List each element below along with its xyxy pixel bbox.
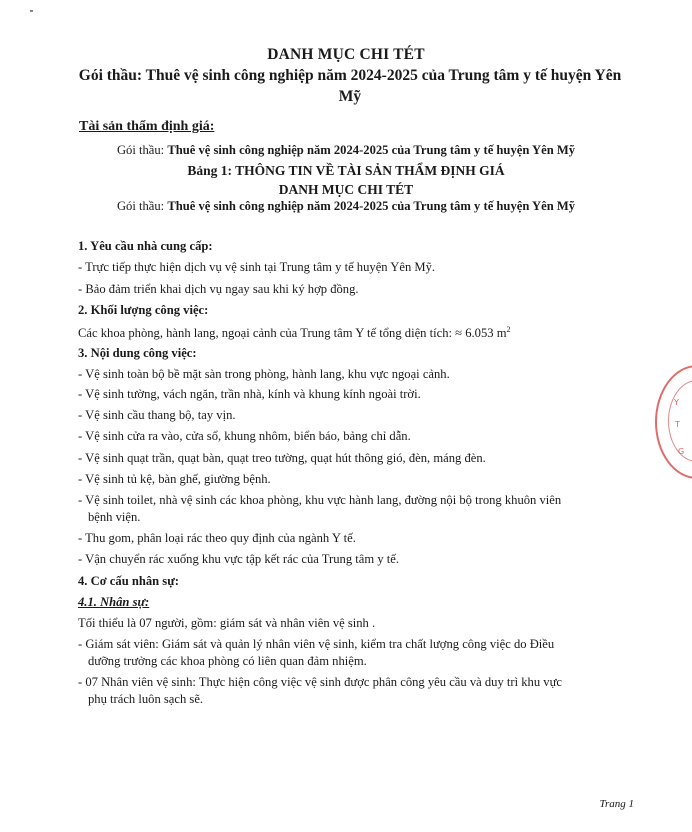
section2-heading: 2. Khối lượng công việc: (78, 303, 209, 317)
section1-item: - Trực tiếp thực hiện dịch vụ vệ sinh tại Trung tâm y tế huyện Yên Mỹ. (78, 260, 436, 274)
section3-item: - Vệ sinh toàn bộ bề mặt sàn trong phòng, hành lang, khu vực ngoại cảnh. (78, 367, 450, 381)
document-title: DANH MỤC CHI TÉT (267, 46, 425, 63)
section1-item: - Bảo đảm triển khai dịch vụ ngay sau khi ký hợp đồng. (78, 282, 359, 296)
section2-text (78, 325, 511, 341)
table-line-bold: Thuê vệ sinh công nghiệp năm 2024-2025 của Trung tâm y tế huyện Yên Mỹ (167, 199, 576, 213)
section3-item: - Vệ sinh cầu thang bộ, tay vịn. (78, 408, 236, 422)
asset-line-prefix: Gói thầu: (116, 143, 168, 157)
asset-line (0, 143, 692, 158)
section3-long-item-line1: - Vệ sinh toilet, nhà vệ sinh các khoa phòng, khu vực hành lang, đường nội bộ trong khuôn viên (78, 493, 562, 507)
table-line-prefix: Gói thầu: (116, 199, 168, 213)
page-number: Trang 1 (599, 798, 634, 810)
section4-intro: Tối thiểu là 07 người, gồm: giám sát và nhân viên vệ sinh . (78, 616, 376, 630)
document-subtitle: Gói thầu: Thuê vệ sinh công nghiệp năm 2024-2025 của Trung tâm y tế huyện Yên Mỹ (78, 67, 622, 105)
table-subtitle: DANH MỤC CHI TÉT (278, 182, 414, 197)
section3-item: - Vệ sinh quạt trần, quạt bàn, quạt treo tường, quạt hút thông gió, đèn, máng đèn. (78, 451, 486, 465)
asset-heading: Tài sản thẩm định giá: (79, 119, 215, 134)
section3-item-after: - Thu gom, phân loại rác theo quy định của ngành Y tế. (78, 531, 356, 545)
section3-heading: 3. Nội dung công việc: (78, 346, 197, 360)
section3-item-after: - Vận chuyển rác xuống khu vực tập kết rác của Trung tâm y tế. (78, 552, 399, 566)
section2-sup: 2 (506, 325, 511, 334)
table-line (0, 199, 692, 214)
section4-subheading: 4.1. Nhân sự: (78, 595, 150, 609)
asset-line-bold: Thuê vệ sinh công nghiệp năm 2024-2025 của Trung tâm y tế huyện Yên Mỹ (167, 143, 576, 157)
section3-long-item-line2: bệnh viện. (88, 510, 141, 524)
section4-item1-line2: dưỡng trưởng các khoa phòng có liên quan đảm nhiệm. (88, 654, 367, 668)
section4-item2-line2: phụ trách luôn sạch sẽ. (88, 692, 204, 706)
section4-item1-line1: - Giám sát viên: Giám sát và quản lý nhân viên vệ sinh, kiểm tra chất lượng công việc do Điều (78, 637, 555, 651)
stamp-glyph: Y (674, 398, 679, 407)
stamp-glyph: T (675, 420, 680, 429)
table-title: Bảng 1: THÔNG TIN VỀ TÀI SẢN THẨM ĐỊNH GIÁ (187, 163, 505, 178)
section1-heading: 1. Yêu cầu nhà cung cấp: (78, 239, 213, 253)
section4-item2-line1: - 07 Nhân viên vệ sinh: Thực hiện công việc vệ sinh được phân công yêu cầu và duy trì khu vực (78, 675, 563, 689)
section3-item: - Vệ sinh cửa ra vào, cửa sổ, khung nhôm, biển báo, bảng chỉ dẫn. (78, 429, 411, 443)
section4-heading: 4. Cơ cấu nhân sự: (78, 574, 179, 588)
section2-text-body: Các khoa phòng, hành lang, ngoại cảnh của Trung tâm Y tế tổng diện tích: ≈ 6.053 m (78, 326, 507, 341)
section3-item: - Vệ sinh tường, vách ngăn, trần nhà, kính và khung kính ngoài trời. (78, 387, 421, 401)
stamp-glyph: G (678, 447, 685, 456)
section3-item: - Vệ sinh tủ kệ, bàn ghế, giường bệnh. (78, 472, 271, 486)
scan-speck (30, 10, 33, 12)
